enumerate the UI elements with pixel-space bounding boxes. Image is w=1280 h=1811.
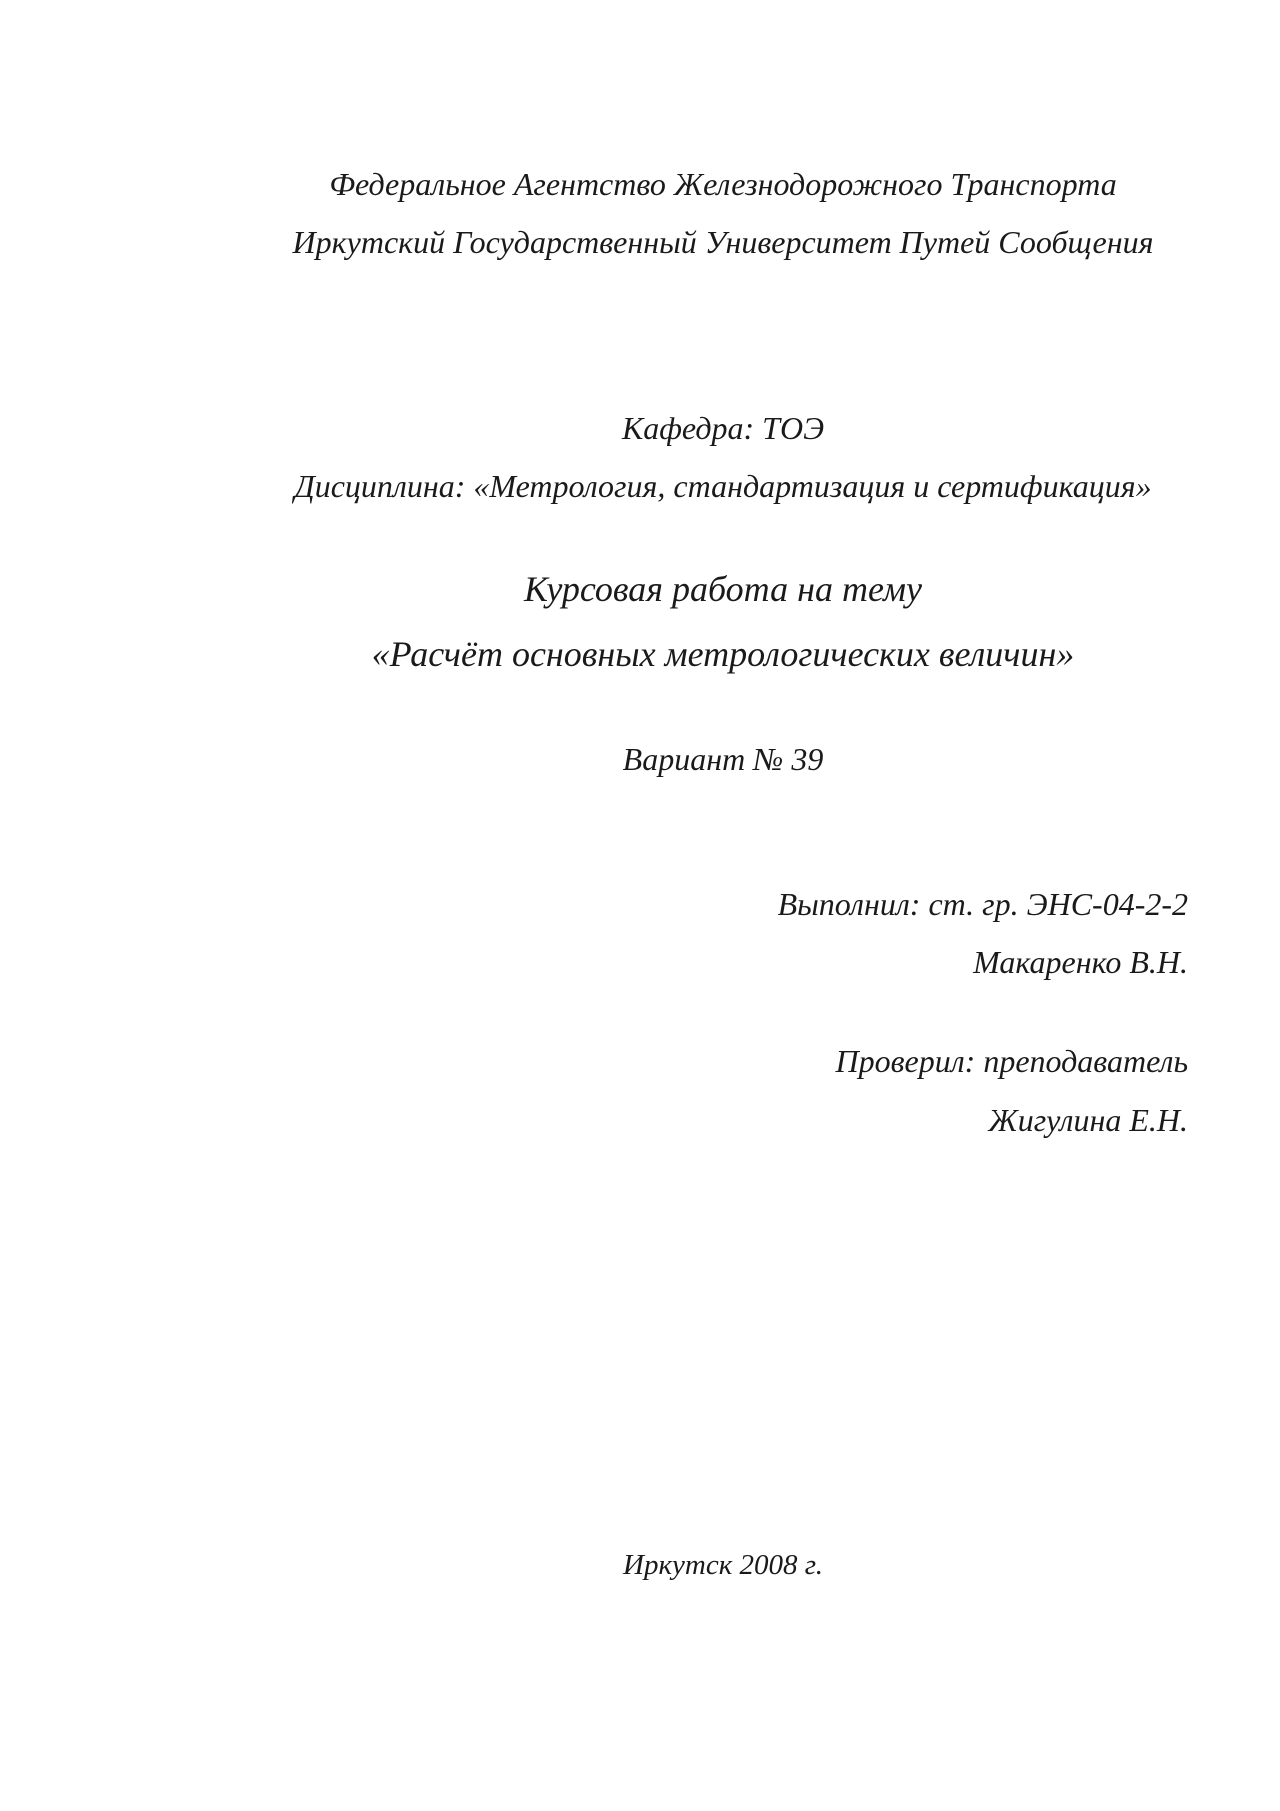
work-title-line1: Курсовая работа на тему xyxy=(523,569,923,609)
agency-name: Федеральное Агентство Железнодорожного Транспорта xyxy=(329,166,1117,202)
work-title-line2: «Расчёт основных метрологических величин» xyxy=(371,634,1075,674)
city-year: Иркутск 2008 г. xyxy=(623,1549,823,1581)
department-label: Кафедра: ТОЭ xyxy=(621,410,825,446)
performed-by: Выполнил: ст. гр. ЭНС-04-2-2 xyxy=(777,886,1188,922)
discipline-label: Дисциплина: «Метрология, стандартизация и сертификация» xyxy=(294,468,1152,504)
variant-number: Вариант № 39 xyxy=(622,741,824,777)
university-name: Иркутский Государственный Университет Путей Сообщения xyxy=(292,224,1154,260)
student-name: Макаренко В.Н. xyxy=(973,944,1188,980)
checked-by: Проверил: преподаватель xyxy=(835,1043,1188,1079)
teacher-name: Жигулина Е.Н. xyxy=(988,1102,1188,1138)
